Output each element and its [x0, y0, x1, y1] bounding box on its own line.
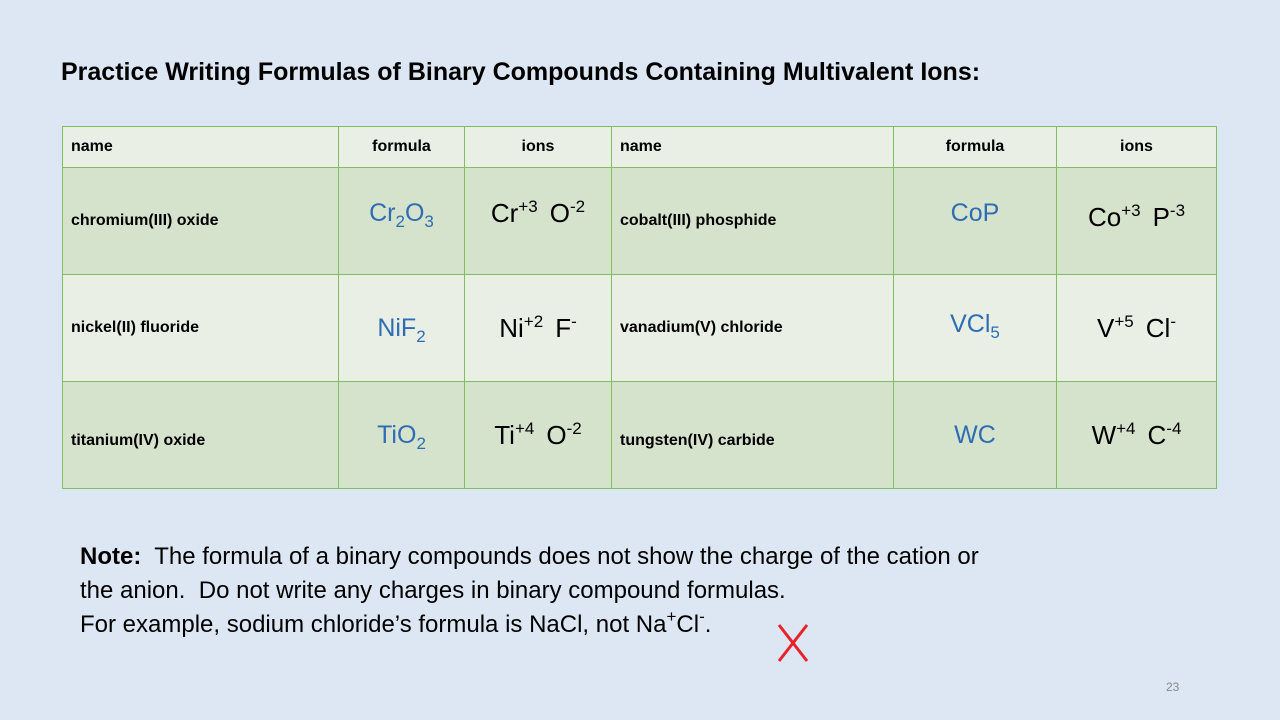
slide-title: Practice Writing Formulas of Binary Compounds Containing Multivalent Ions: [61, 58, 981, 86]
element-symbol: WC [954, 420, 996, 449]
compound-name: vanadium(V) chloride [612, 275, 894, 382]
element-symbol: Cl [1145, 312, 1171, 343]
cross-out-icon [776, 622, 810, 664]
note-line: the anion. Do not write any charges in binary compound formulas. [80, 577, 786, 604]
header-ions: ions [1057, 127, 1217, 168]
compound-formula [951, 199, 1000, 228]
charge-superscript: - [1170, 311, 1176, 331]
header-formula: formula [894, 127, 1057, 168]
compound-name: titanium(IV) oxide [71, 432, 206, 449]
element-symbol: O [546, 419, 567, 450]
charge-superscript: +4 [1116, 418, 1136, 438]
element-symbol: C [1147, 419, 1167, 450]
subscript: 3 [424, 211, 434, 231]
element-symbol: NiF [377, 313, 417, 342]
charge-superscript: +3 [518, 196, 538, 216]
note-line: For example, sodium chloride’s formula is NaCl, not Na+Cl-. [80, 607, 712, 638]
compound-formula [954, 421, 996, 450]
element-symbol: VCl [950, 309, 991, 338]
subscript: 2 [395, 211, 405, 231]
note-line: Note: The formula of a binary compounds does not show the charge of the cation or [80, 543, 979, 570]
table-row [63, 275, 1217, 382]
element-symbol: F [555, 312, 572, 343]
element-symbol: Cr [490, 197, 519, 228]
table-header-row [63, 127, 1217, 168]
charge-superscript: +3 [1121, 200, 1141, 220]
compound-ions [499, 313, 577, 344]
element-symbol: CoP [950, 198, 1000, 227]
compound-name: chromium(III) oxide [63, 168, 339, 275]
subscript: 2 [416, 326, 426, 346]
charge-superscript: - [571, 311, 577, 331]
element-symbol: Co [1087, 201, 1122, 232]
element-symbol: Cr [369, 198, 396, 227]
compound-name: tungsten(IV) carbide [620, 432, 775, 449]
element-symbol: P [1152, 201, 1170, 232]
charge-superscript: +5 [1114, 311, 1134, 331]
compound-formula [377, 313, 426, 346]
note-label: Note: [80, 543, 142, 570]
element-symbol: O [404, 198, 425, 227]
example-charge: + [666, 607, 677, 626]
element-symbol: V [1097, 312, 1115, 343]
element-symbol: TiO [377, 420, 417, 449]
compound-name: cobalt(III) phosphide [612, 168, 894, 275]
page-number: 23 [1166, 680, 1180, 694]
header-ions: ions [465, 127, 612, 168]
charge-superscript: +2 [523, 311, 544, 331]
element-symbol: Ni [499, 312, 524, 343]
note-paragraph [80, 540, 979, 644]
compound-ions [494, 420, 581, 451]
compound-formula [377, 420, 426, 453]
compound-ions [1088, 202, 1185, 233]
header-name: name [612, 127, 894, 168]
subscript: 5 [990, 322, 1000, 342]
table-row [63, 168, 1217, 275]
element-symbol: W [1091, 419, 1117, 450]
charge-superscript: +4 [514, 418, 535, 438]
charge-superscript: -2 [569, 196, 586, 216]
header-name: name [63, 127, 339, 168]
charge-superscript: -4 [1166, 418, 1182, 438]
compound-ions [1097, 313, 1176, 344]
header-formula: formula [339, 127, 465, 168]
table-row [63, 382, 1217, 489]
subscript: 2 [416, 433, 426, 453]
compound-ions [1092, 420, 1182, 451]
compound-formula [950, 309, 1000, 342]
formula-table [62, 126, 1217, 489]
example-charge: - [699, 607, 705, 626]
compound-ions [491, 198, 585, 229]
element-symbol: Ti [494, 419, 515, 450]
element-symbol: O [549, 197, 570, 228]
charge-superscript: -3 [1169, 200, 1186, 220]
compound-formula [369, 198, 434, 231]
compound-name: nickel(II) fluoride [63, 275, 339, 382]
charge-superscript: -2 [566, 418, 582, 438]
